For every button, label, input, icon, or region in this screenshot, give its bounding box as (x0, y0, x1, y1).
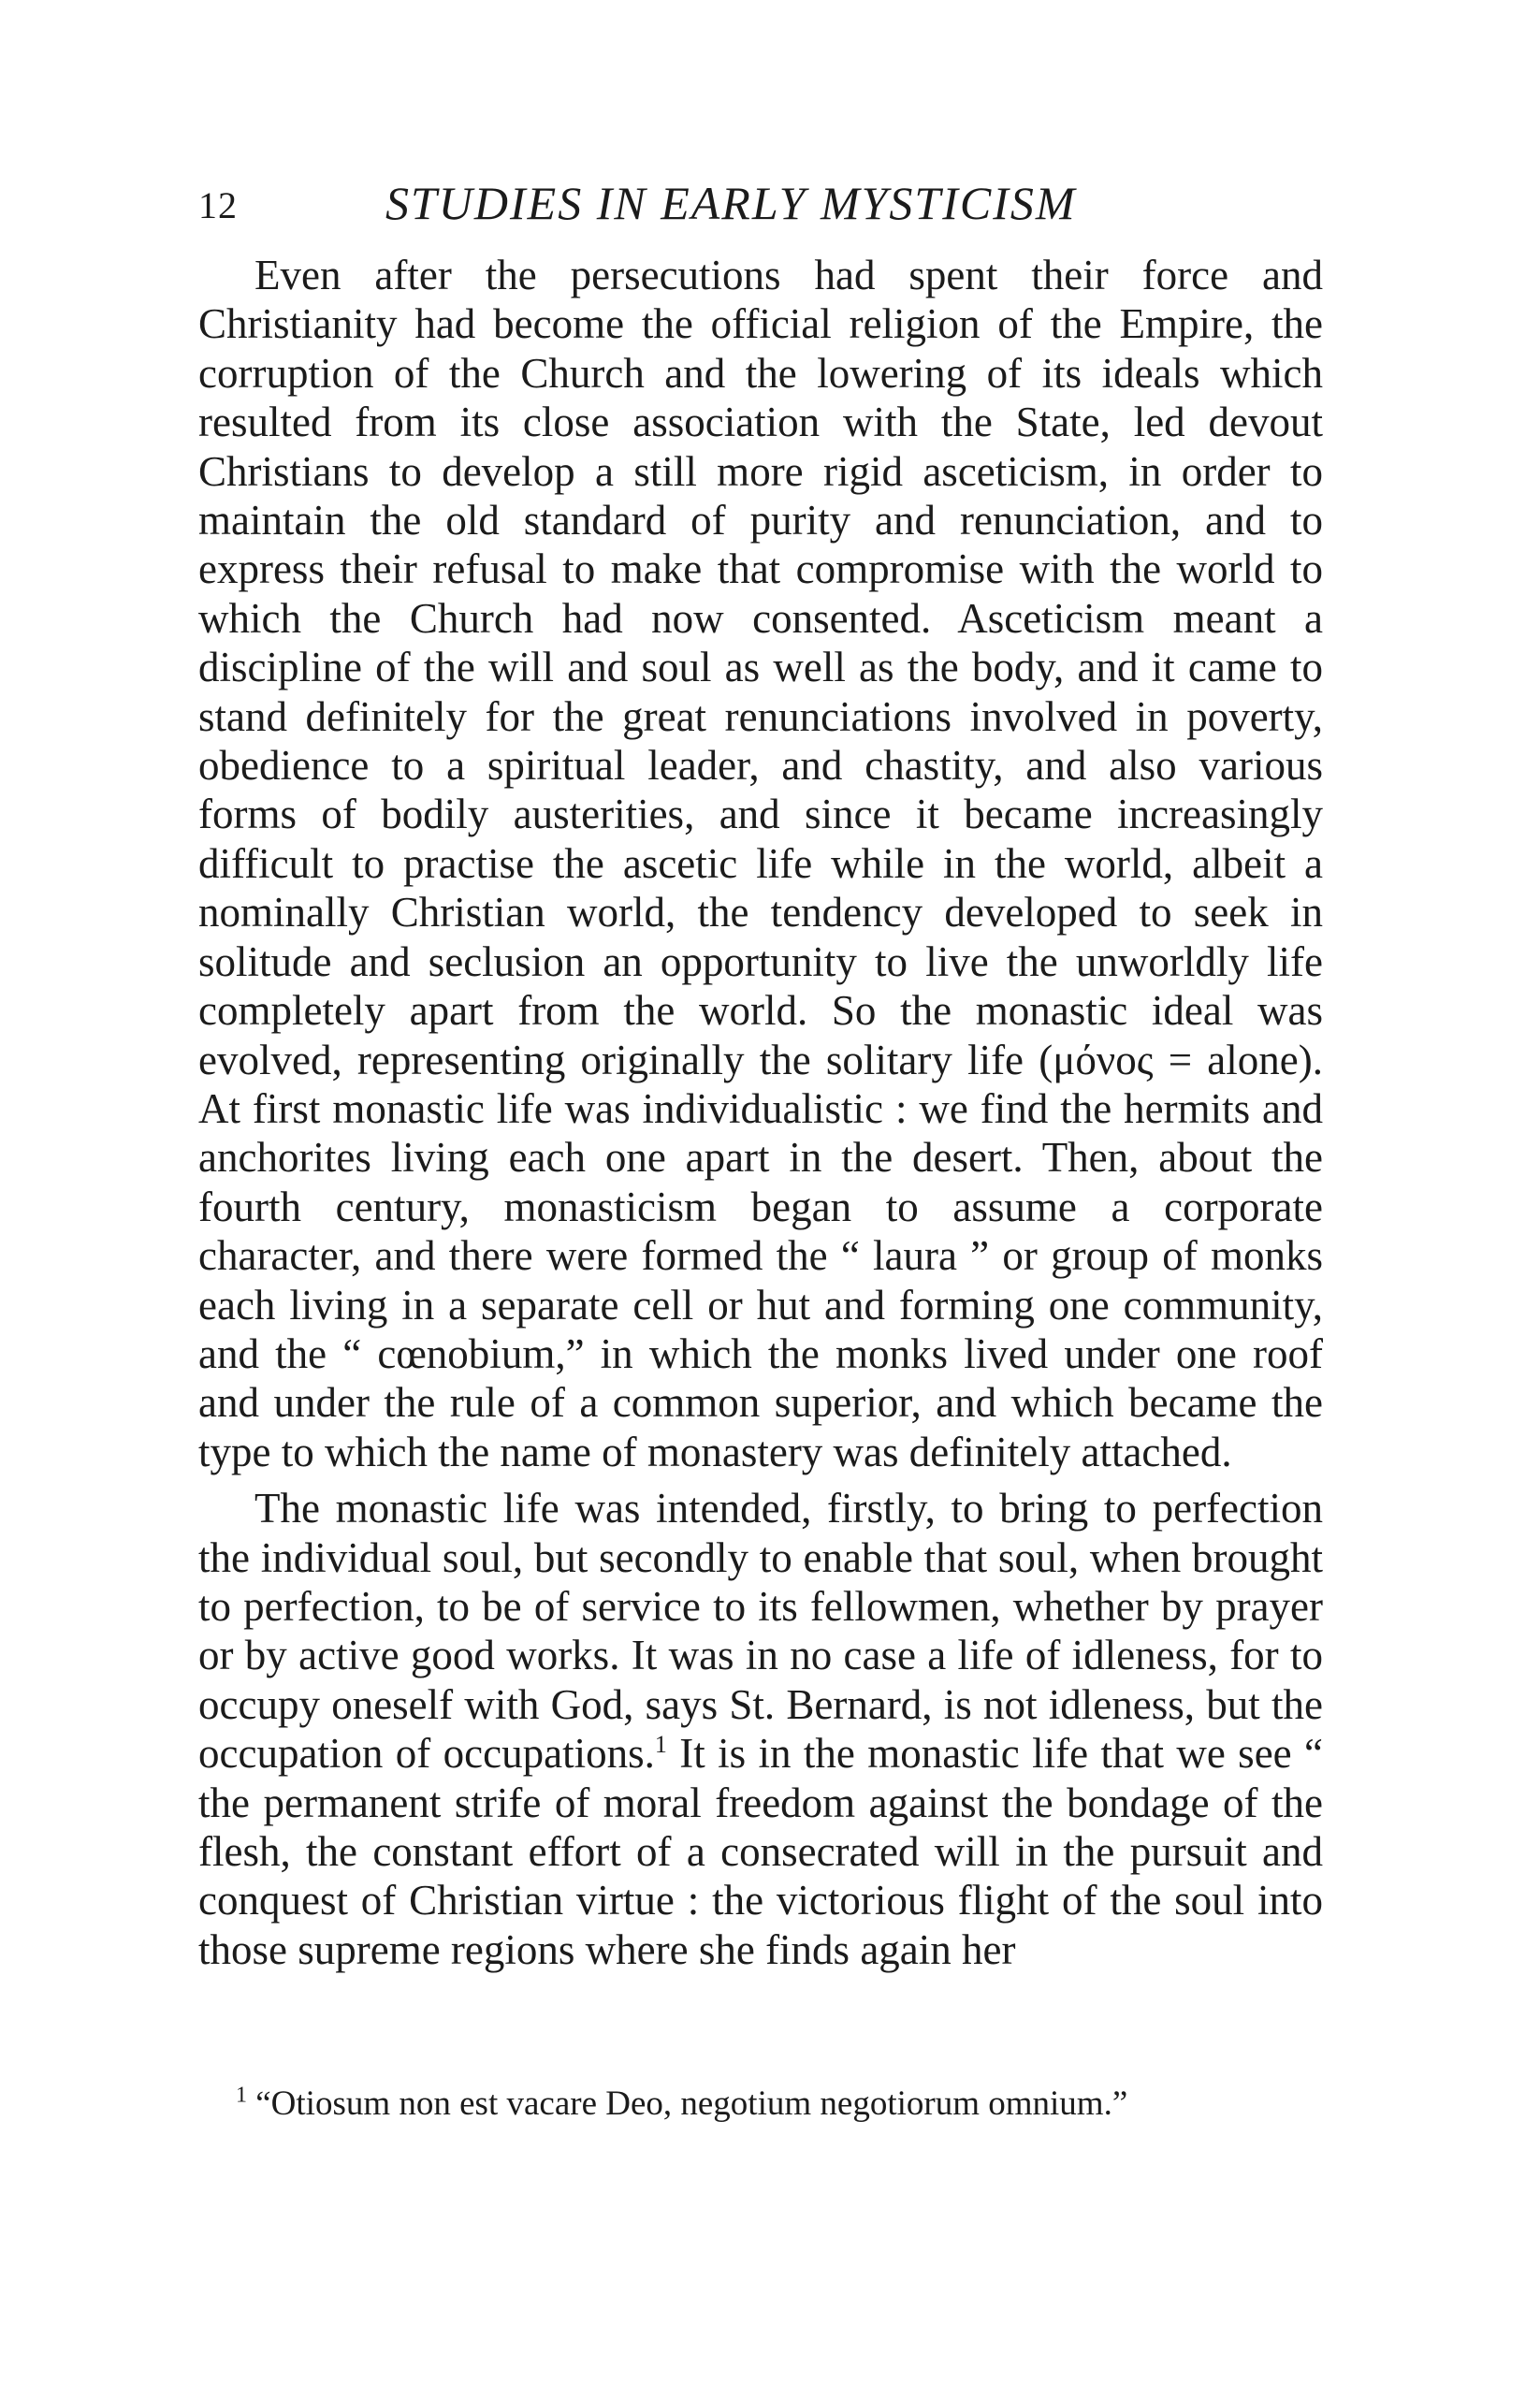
main-text (198, 251, 1323, 1974)
paragraph-text: The monastic life was intended, firstly, to bring to perfection the individual soul, but secondly to enable that soul, when brought to perfection, to be of service to its fellowmen, whether by prayer or by active good works. It was in no case a life of idleness, for to occupy oneself with God, says St. Bernard, is not idleness, but the occupation of occupations. (198, 1485, 1323, 1778)
page-number: 12 (198, 184, 238, 226)
paragraph: Even after the persecutions had spent their force and Christianity had become the official religion of the Empire, the corruption of the Church and the lowering of its ideals which resulted from its close association with the State, led devout Christians to develop a still more rigid asceticism, in order to maintain the old standard of purity and renunciation, and to express their refusal to make that compromise with the world to which the Church had now consented. Asceticism meant a discipline of the will and soul as well as the body, and it came to stand definitely for the great renunciations involved in poverty, obedience to a spiritual leader, and chastity, and also various forms of bodily austerities, and since it became increasingly difficult to practise the ascetic life while in the world, albeit a nominally Christian world, the tendency developed to seek in solitude and seclusion an opportunity to live the unworldly life completely apart from the world. So the monastic ideal was evolved, representing originally the solitary life (μόνος = alone). At first monastic life was individualistic : we find the hermits and anchorites living each one apart in the desert. Then, about the fourth century, monasticism began to assume a corporate character, and there were formed the “ laura ” or group of monks each living in a separate cell or hut and forming one community, and the “ cœnobium,” in which the monks lived under one roof and under the rule of a common superior, and which became the type to which the name of monastery was definitely attached. (198, 252, 1323, 1475)
footnote (198, 2082, 1323, 2127)
paragraph (198, 1484, 1323, 1974)
paragraph-text: It is in the monastic life that we see “ the permanent strife of moral freedom against the bondage of the flesh, the constant effort of a consecrated will in the pursuit and conquest of Christian virtue : the victorious flight of the soul into those supreme regions where she finds again her (198, 1730, 1323, 1973)
footnote-text: “Otiosum non est vacare Deo, negotium negotiorum omnium.” (247, 2084, 1128, 2123)
page-header (198, 176, 1321, 241)
footnote-reference: 1 (654, 1731, 667, 1759)
running-title: STUDIES IN EARLY MYSTICISM (385, 177, 1077, 229)
footnote-marker: 1 (236, 2083, 247, 2108)
